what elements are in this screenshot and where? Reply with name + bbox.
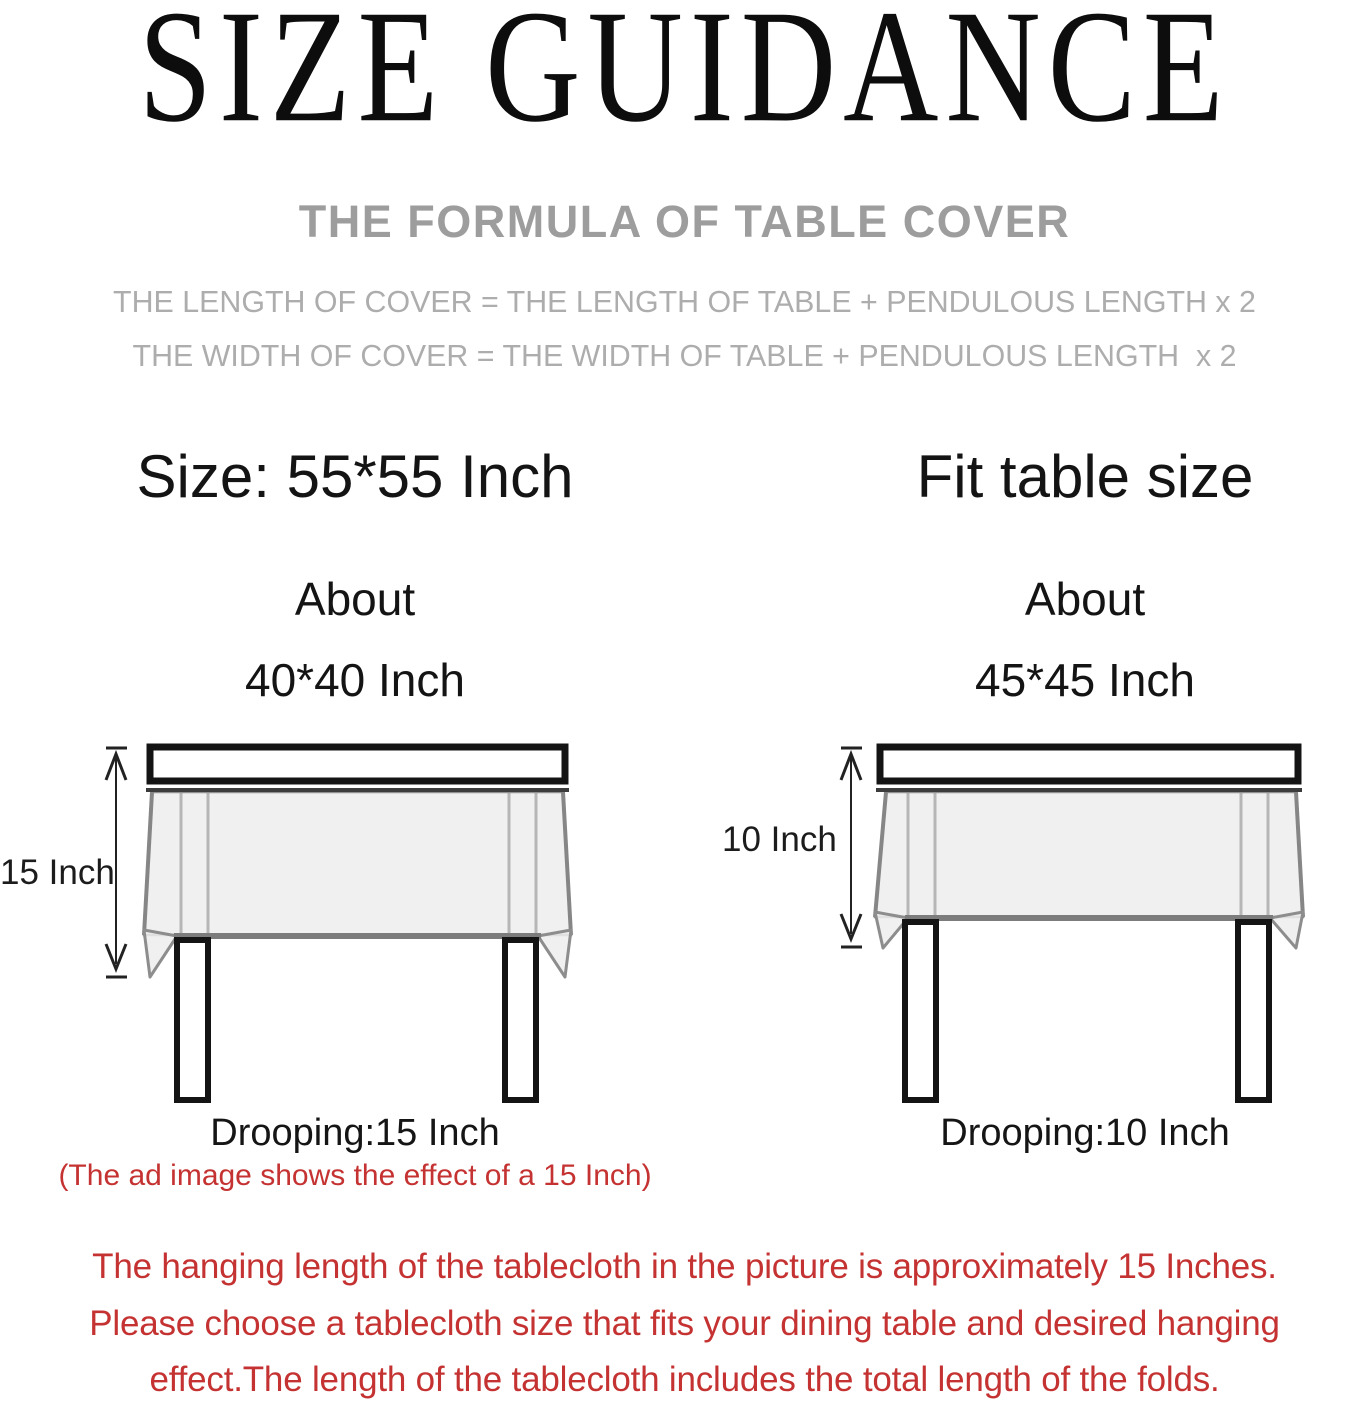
page-title: SIZE GUIDANCE [138,0,1231,156]
tabletop [880,747,1298,781]
footer-text-line-1: The hanging length of the tablecloth in the picture is approximately 15 Inches. [92,1247,1277,1286]
ad-image-note: (The ad image shows the effect of a 15 Inch) [58,1159,652,1192]
table-diagram-right [820,735,1320,1107]
table-legs [905,922,1269,1100]
table-legs [177,940,536,1100]
footer-text-line-2: Please choose a tablecloth size that fits your dining table and desired hanging [89,1304,1280,1343]
left-table-size: 40*40 Inch [245,654,465,706]
right-table-size: 45*45 Inch [975,654,1195,706]
table-diagram-left [95,735,600,1107]
right-fit-heading: Fit table size [916,443,1254,510]
dimension-arrow-10inch [841,748,862,947]
left-drop-length-label: 15 Inch [0,853,115,892]
formula-line-length: THE LENGTH OF COVER = THE LENGTH OF TABLE + PENDULOUS LENGTH x 2 [113,284,1256,319]
footer-text-line-3: effect.The length of the tablecloth includes the total length of the folds. [149,1360,1220,1399]
formula-heading: THE FORMULA OF TABLE COVER [298,196,1071,247]
left-drooping-label: Drooping:15 Inch [210,1112,500,1154]
right-about-label: About [1024,573,1146,625]
tabletop [150,747,565,781]
dimension-arrow-15inch [106,748,127,977]
left-size-heading: Size: 55*55 Inch [136,443,574,510]
formula-line-width: THE WIDTH OF COVER = THE WIDTH OF TABLE + PENDULOUS LENGTH x 2 [132,338,1237,373]
left-about-label: About [294,573,416,625]
right-drop-length-label: 10 Inch [722,820,837,859]
right-drooping-label: Drooping:10 Inch [940,1112,1230,1154]
